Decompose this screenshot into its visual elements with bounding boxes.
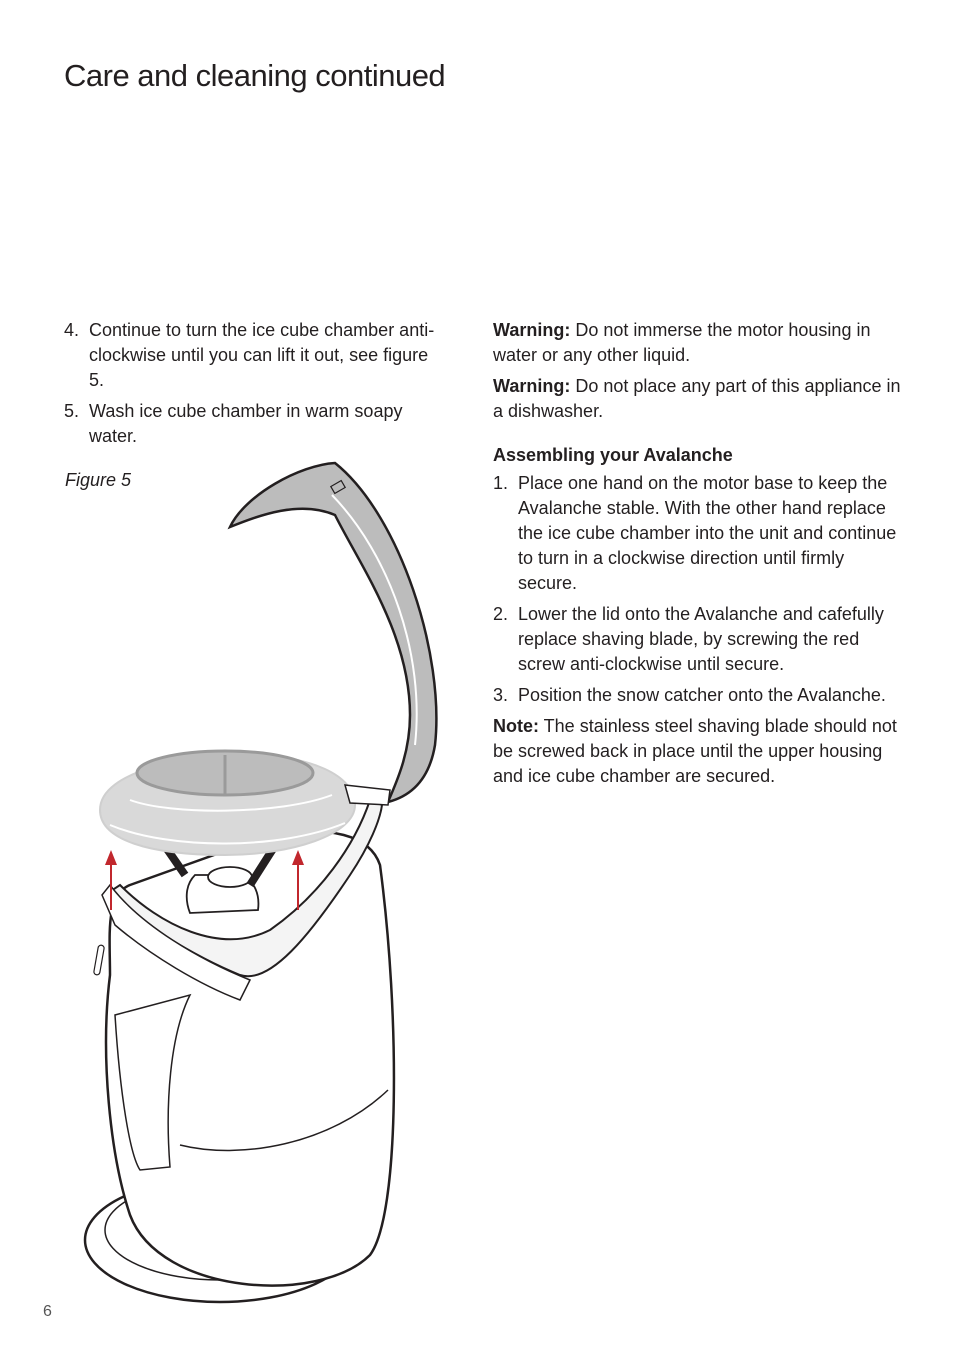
section-heading: Assembling your Avalanche — [493, 445, 733, 465]
list-item — [64, 318, 444, 393]
page-number: 6 — [43, 1303, 52, 1320]
step-number: 2. — [493, 604, 509, 624]
page-title: Care and cleaning continued — [64, 58, 446, 93]
note — [493, 714, 903, 789]
left-column — [64, 318, 444, 455]
warning-dishwasher — [493, 374, 903, 424]
step-number: 5. — [64, 401, 80, 421]
step-text: Place one hand on the motor base to keep the Avalanche stable. With the other hand replace the ice cube chamber into the unit and continue to turn in a clockwise direction until firmly secure. — [518, 473, 897, 593]
step-text: Lower the lid onto the Avalanche and cafefully replace shaving blade, by screwing the red screw anti-clockwise until secure. — [518, 604, 884, 674]
step-text: Position the snow catcher onto the Avalanche. — [518, 685, 886, 705]
note-label: Note: — [493, 716, 539, 736]
list-item — [64, 399, 444, 449]
list-item — [493, 602, 903, 677]
warning-label: Warning: — [493, 376, 571, 396]
note-text: The stainless steel shaving blade should not be screwed back in place until the upper housing and ice cube chamber are secured. — [493, 716, 897, 786]
warning-text: Do not place any part of this appliance in a dishwasher. — [493, 376, 901, 421]
screw-knob — [208, 867, 252, 887]
list-item — [493, 471, 903, 596]
step-number: 1. — [493, 473, 509, 493]
list-item — [493, 683, 903, 708]
step-number: 3. — [493, 685, 509, 705]
warning-immerse — [493, 318, 903, 368]
indicator-slot — [93, 945, 104, 976]
figure-label: Figure 5 — [65, 470, 132, 490]
cleaning-steps — [64, 318, 444, 449]
right-column — [493, 318, 903, 795]
step-number: 4. — [64, 320, 80, 340]
warning-text: Do not immerse the motor housing in water or any other liquid. — [493, 320, 871, 365]
hinge — [345, 785, 390, 805]
step-text: Continue to turn the ice cube chamber anti-clockwise until you can lift it out, see figure 5. — [89, 320, 435, 390]
warning-label: Warning: — [493, 320, 571, 340]
step-text: Wash ice cube chamber in warm soapy water. — [89, 401, 403, 446]
assembling-steps — [493, 471, 903, 708]
figure-ice-shaver-illustration — [70, 455, 470, 1315]
ice-shaver-drawing — [70, 455, 470, 1315]
